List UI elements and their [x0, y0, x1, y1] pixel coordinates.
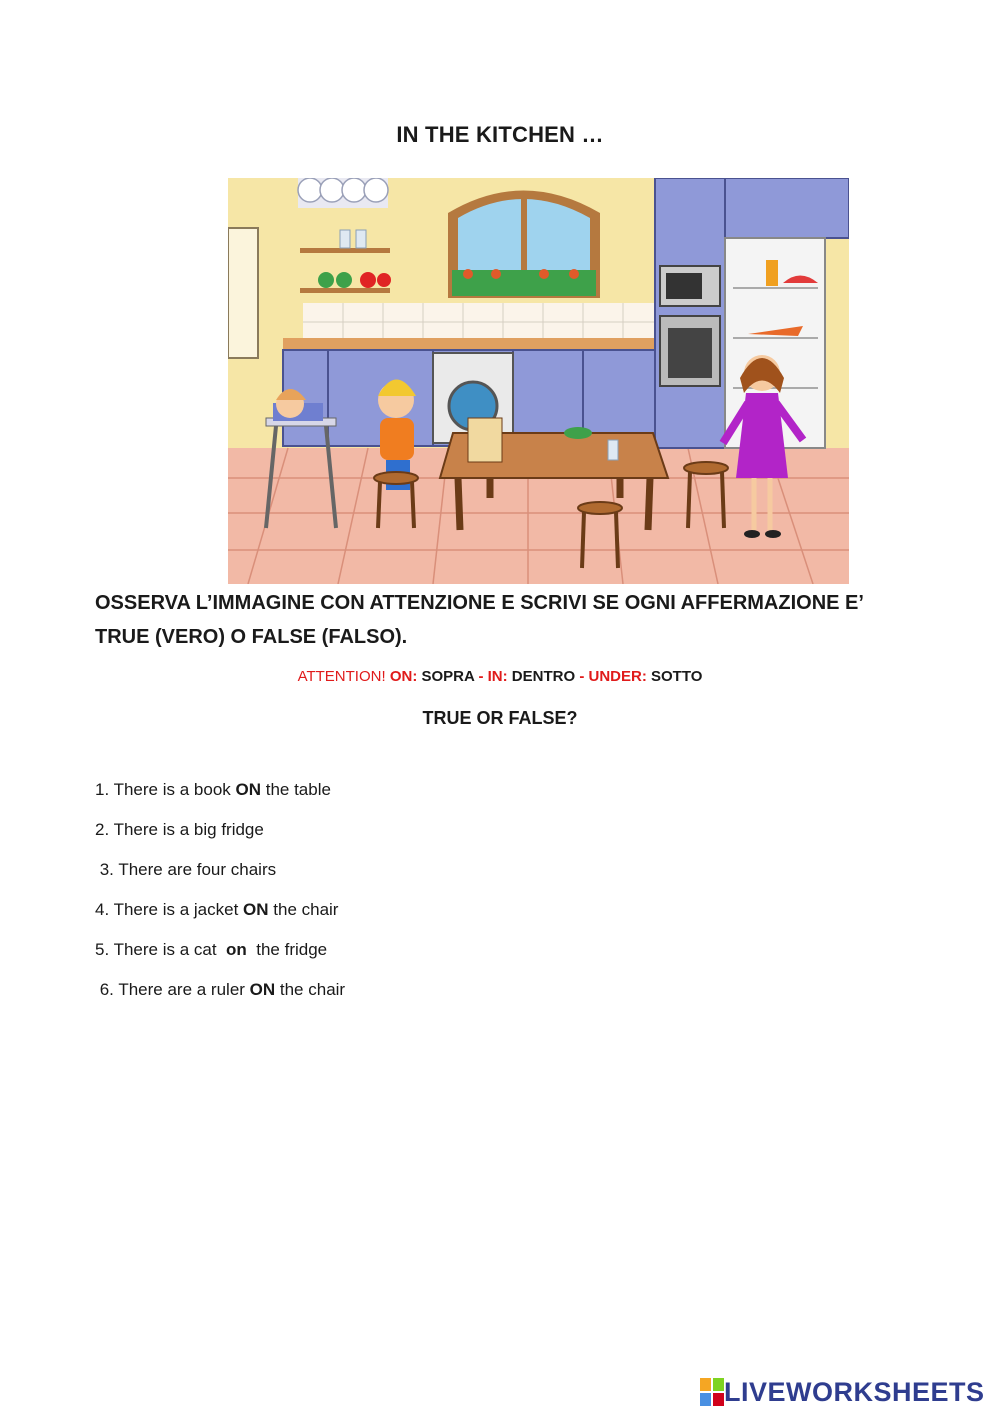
liveworksheets-logo-text: LIVEWORKSHEETS — [724, 1376, 985, 1407]
question-item — [95, 940, 327, 960]
question-item — [95, 780, 331, 800]
question-keyword: ON — [249, 980, 276, 999]
in-word: IN — [487, 668, 503, 685]
true-or-false-heading: TRUE OR FALSE? — [422, 708, 578, 728]
question-item — [95, 860, 276, 880]
on-meaning: SOPRA — [421, 668, 475, 685]
question-keyword: ON — [235, 780, 261, 799]
worksheet-title: IN THE KITCHEN … — [396, 122, 604, 147]
question-item — [95, 980, 345, 1000]
separator: - — [478, 668, 484, 685]
under-meaning: SOTTO — [651, 668, 703, 685]
kitchen-illustration — [228, 178, 849, 584]
attention-note — [0, 668, 1000, 685]
colon: : — [412, 668, 418, 685]
question-keyword: ON — [243, 900, 269, 919]
question-text: the fridge — [246, 940, 328, 959]
question-text: 1. There is a book — [95, 780, 236, 799]
on-word: ON — [389, 668, 413, 685]
question-text: 3. There are four chairs — [95, 860, 277, 879]
question-text: 2. There is a big fridge — [95, 820, 264, 839]
question-text: the table — [261, 780, 331, 799]
question-keyword: on — [226, 940, 247, 959]
attention-prefix: ATTENTION! — [297, 668, 386, 685]
separator: - — [579, 668, 585, 685]
question-item — [95, 900, 338, 920]
liveworksheets-logo — [700, 1375, 985, 1409]
question-text: 4. There is a jacket — [95, 900, 244, 919]
under-word: UNDER — [588, 668, 642, 685]
question-text: 6. There are a ruler — [95, 980, 250, 999]
question-text: the chair — [268, 900, 339, 919]
question-item — [95, 820, 264, 840]
colon: : — [641, 668, 647, 685]
liveworksheets-logo-icon — [700, 1378, 724, 1406]
colon: : — [502, 668, 508, 685]
instruction-text: OSSERVA L’IMMAGINE CON ATTENZIONE E SCRIVI SE OGNI AFFERMAZIONE E’ TRUE (VERO) O FALSE (FALSO). — [95, 592, 863, 648]
in-meaning: DENTRO — [511, 668, 576, 685]
question-text: 5. There is a cat — [95, 940, 227, 959]
question-text: the chair — [275, 980, 346, 999]
